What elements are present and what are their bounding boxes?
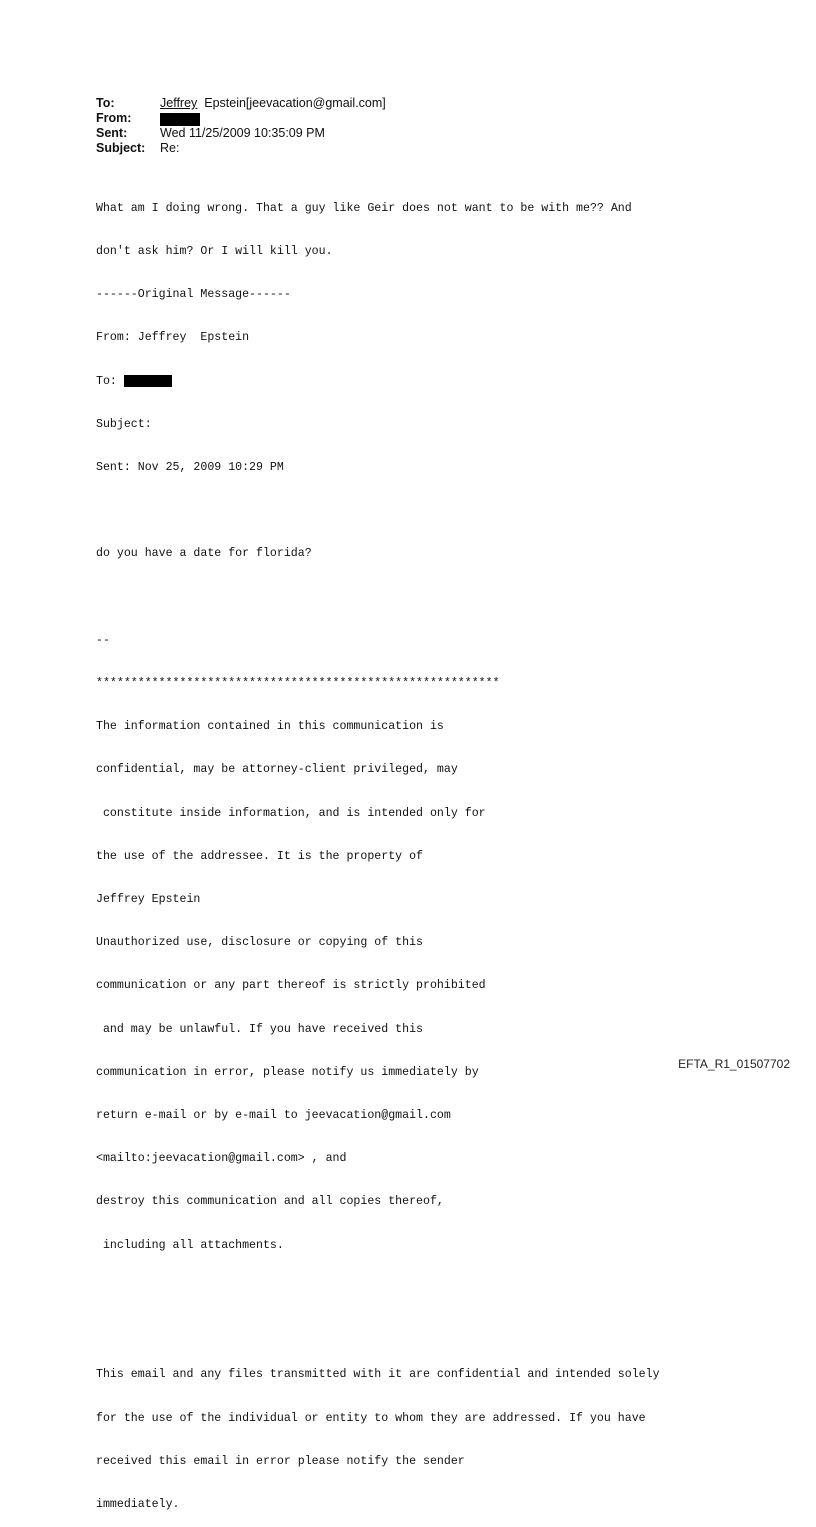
from-row xyxy=(96,111,386,126)
disclaimer-line: the use of the addressee. It is the property of xyxy=(96,849,423,863)
to-row xyxy=(96,96,386,111)
footer-notice-line: This email and any files transmitted with it are confidential and intended solely xyxy=(96,1368,660,1382)
disclaimer-line: Unauthorized use, disclosure or copying of this xyxy=(96,936,423,950)
to-rest: Epstein[jeevacation@gmail.com] xyxy=(197,96,386,110)
disclaimer-line: return e-mail or by e-mail to jeevacation@gmail.com xyxy=(96,1109,451,1123)
subject-value: Re: xyxy=(160,141,180,155)
sent-label: Sent: xyxy=(96,126,128,140)
disclaimer-line: constitute inside information, and is intended only for xyxy=(96,806,486,820)
to-label: To: xyxy=(96,96,115,110)
to-value xyxy=(160,96,386,111)
email-header xyxy=(96,96,386,156)
disclaimer-line: and may be unlawful. If you have received this xyxy=(96,1022,423,1036)
blank-line xyxy=(96,1325,660,1339)
disclaimer-line: Jeffrey Epstein xyxy=(96,893,201,907)
star-divider: ********************************************************** xyxy=(96,677,500,691)
blank-line xyxy=(96,1282,660,1296)
footer-notice-line: received this email in error please notify the sender xyxy=(96,1454,465,1468)
footer-notice-line: for the use of the individual or entity to whom they are addressed. If you have xyxy=(96,1411,646,1425)
disclaimer-line: communication or any part thereof is strictly prohibited xyxy=(96,979,486,993)
email-body xyxy=(96,173,660,1527)
to-first-name: Jeffrey xyxy=(160,96,198,110)
disclaimer-line: destroy this communication and all copies thereof, xyxy=(96,1195,444,1209)
original-message-marker: ------Original Message------ xyxy=(96,288,291,302)
disclaimer-line: communication in error, please notify us immediately by xyxy=(96,1065,479,1079)
disclaimer-line: confidential, may be attorney-client privileged, may xyxy=(96,763,458,777)
subject-row xyxy=(96,141,386,156)
blank-line xyxy=(96,504,660,518)
footer-notice-line: immediately. xyxy=(96,1497,180,1511)
original-to xyxy=(96,375,660,389)
original-subject: Subject: xyxy=(96,417,152,431)
body-line: What am I doing wrong. That a guy like Geir does not want to be with me?? And xyxy=(96,201,632,215)
document-id: EFTA_R1_01507702 xyxy=(678,1057,790,1071)
sent-row xyxy=(96,126,386,141)
from-value xyxy=(160,111,200,126)
body-line: don't ask him? Or I will kill you. xyxy=(96,245,333,259)
original-to-label: To: xyxy=(96,374,124,388)
sent-value: Wed 11/25/2009 10:35:09 PM xyxy=(160,126,325,140)
original-from: From: Jeffrey Epstein xyxy=(96,331,250,345)
blank-line xyxy=(96,591,660,605)
original-message: do you have a date for florida? xyxy=(96,547,312,561)
disclaimer-line: including all attachments. xyxy=(96,1238,284,1252)
disclaimer-line: <mailto:jeevacation@gmail.com> , and xyxy=(96,1152,347,1166)
redaction-box xyxy=(124,375,172,387)
redaction-box xyxy=(160,113,200,126)
signature-separator: -- xyxy=(96,633,110,647)
subject-label: Subject: xyxy=(96,141,146,155)
from-label: From: xyxy=(96,111,132,125)
original-sent: Sent: Nov 25, 2009 10:29 PM xyxy=(96,461,284,475)
disclaimer-line: The information contained in this communication is xyxy=(96,720,444,734)
